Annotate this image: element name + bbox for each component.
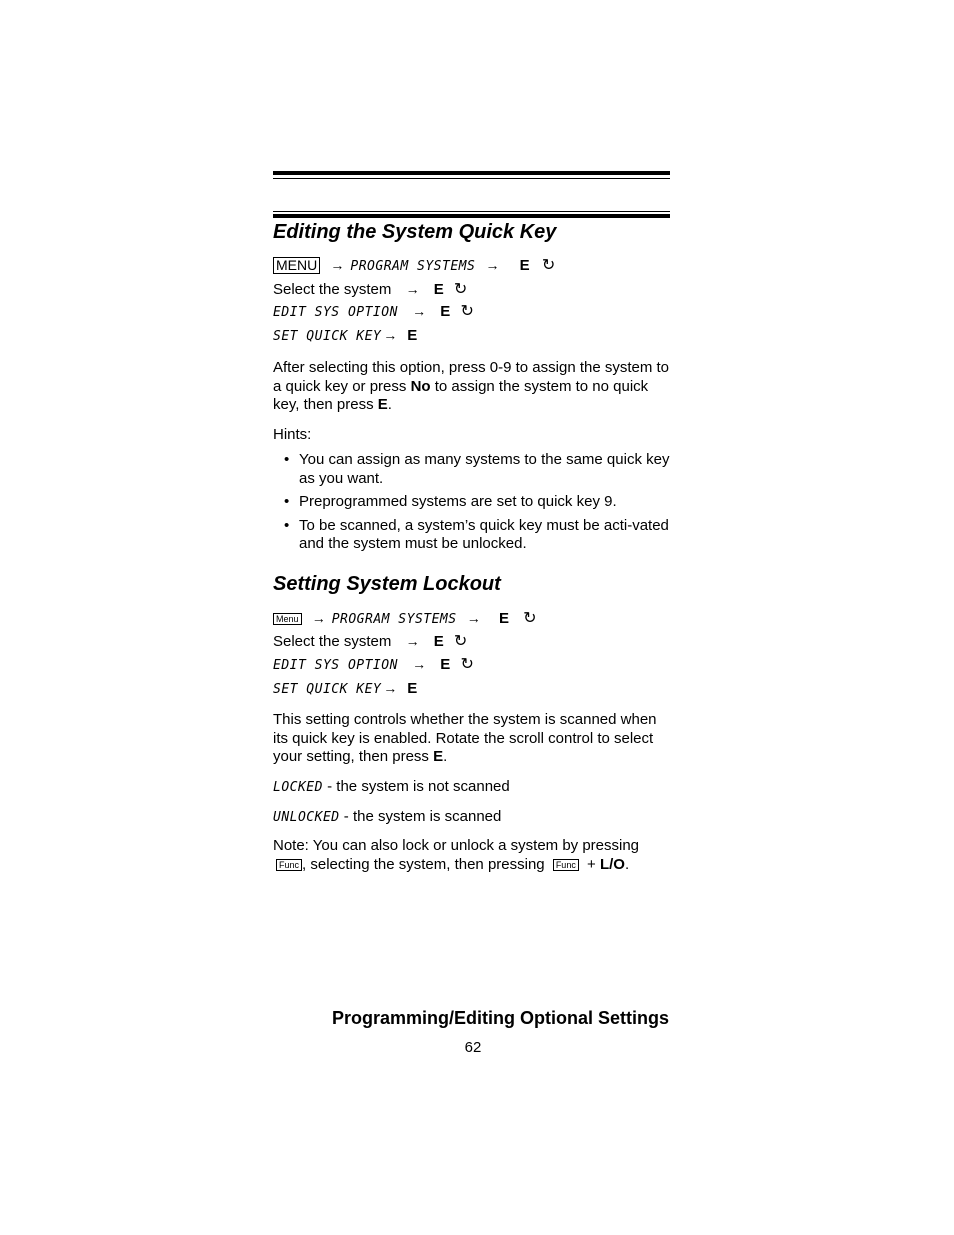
list-item [281, 493, 671, 512]
lcd-unlocked: UNLOCKED [273, 810, 340, 825]
menu-button: MENU [273, 257, 320, 274]
hint-text: To be scanned, a system’s quick key must be acti-vated and the system must be unlocked. [299, 516, 669, 552]
func-button: Func [553, 859, 579, 871]
lo-key: L/O [599, 856, 625, 873]
arrow-icon: → [405, 633, 420, 649]
e-key: E [440, 303, 451, 320]
arrow-icon: → [383, 680, 398, 696]
paragraph-bold-no: No [410, 377, 431, 395]
note-text: . [624, 856, 630, 873]
step-set-quick-key [273, 679, 417, 699]
hint-text: You can assign as many systems to the same quick key as you want. [299, 451, 670, 487]
lockout-paragraph [273, 711, 673, 767]
list-item [281, 517, 671, 554]
rotate-icon: ↻ [453, 281, 468, 298]
arrow-icon: → [330, 257, 345, 273]
e-key: E [407, 327, 418, 344]
hint-text: Preprogrammed systems are set to quick key 9. [299, 493, 617, 510]
step-menu-program-systems [273, 609, 537, 629]
select-system-text: Select the system [273, 281, 392, 298]
bullet-icon: • [284, 516, 290, 534]
arrow-icon: → [485, 257, 500, 273]
lcd-edit-sys-option: EDIT SYS OPTION [273, 658, 398, 673]
arrow-icon: → [412, 303, 427, 319]
top-rule-thin [273, 178, 670, 179]
e-key: E [433, 633, 444, 650]
step-set-quick-key [273, 326, 417, 346]
lcd-program-systems: PROGRAM SYSTEMS [350, 259, 476, 274]
paragraph-text: This setting controls whether the system is scanned when its quick key is enabled. Rotate the scroll control to select your setting, then press [273, 711, 657, 765]
section-title-quick-key: Editing the System Quick Key [273, 221, 557, 243]
list-item [281, 451, 671, 488]
unlocked-description: - the system is scanned [339, 808, 502, 825]
e-key: E [407, 680, 418, 697]
e-key: E [498, 610, 509, 627]
step-edit-sys-option [273, 655, 474, 675]
rotate-icon: ↻ [541, 257, 556, 274]
lcd-locked: LOCKED [273, 780, 323, 795]
locked-description: - the system is not scanned [322, 778, 510, 795]
step-select-system [273, 280, 467, 299]
step-menu-program-systems [273, 256, 555, 276]
e-key: E [440, 656, 451, 673]
lcd-set-quick-key: SET QUICK KEY [273, 682, 382, 697]
arrow-icon: → [405, 281, 420, 297]
section-rule-thin [273, 211, 670, 212]
e-key: E [519, 257, 530, 274]
unlocked-option [273, 808, 501, 827]
locked-option [273, 778, 510, 797]
rotate-icon: ↻ [453, 633, 468, 650]
arrow-icon: → [383, 327, 398, 343]
bullet-icon: • [284, 493, 290, 510]
paragraph-text: . [443, 748, 448, 765]
footer-title: Programming/Editing Optional Settings [331, 1008, 669, 1028]
rotate-icon: ↻ [460, 656, 474, 673]
select-system-text: Select the system [273, 633, 392, 650]
page-number: 62 [464, 1039, 482, 1056]
arrow-icon: → [466, 610, 481, 626]
note-line-1 [273, 837, 639, 855]
arrow-icon: → [311, 610, 326, 626]
menu-button: Menu [273, 613, 302, 625]
hints-list [281, 451, 671, 559]
paragraph-text: After selecting this option, press 0-9 to assign the system to a quick key or press [273, 359, 670, 395]
paragraph-bold-e: E [377, 396, 388, 413]
paragraph-bold-e: E [433, 748, 444, 765]
bullet-icon: • [284, 451, 290, 468]
plus-sign: + [587, 856, 596, 873]
paragraph-text: . [387, 396, 392, 413]
rotate-icon: ↻ [523, 610, 537, 627]
e-key: E [433, 281, 444, 298]
quick-key-paragraph [273, 359, 673, 415]
arrow-icon: → [412, 656, 427, 672]
note-text: , selecting the system, then pressing [302, 856, 545, 873]
lcd-program-systems: PROGRAM SYSTEMS [331, 612, 457, 627]
step-edit-sys-option [273, 302, 474, 322]
hints-label: Hints: [273, 426, 312, 443]
section-title-system-lockout: Setting System Lockout [273, 573, 501, 595]
lcd-edit-sys-option: EDIT SYS OPTION [273, 305, 398, 320]
note-line-2 [273, 856, 629, 874]
lcd-set-quick-key: SET QUICK KEY [273, 329, 382, 344]
note-text: Note: You can also lock or unlock a system by pressing [273, 837, 640, 854]
section-rule-thick [273, 214, 670, 218]
rotate-icon: ↻ [460, 303, 474, 320]
top-rule-thick [273, 171, 670, 175]
func-button: Func [276, 859, 302, 871]
paragraph-text: to assign the system to no quick key, then press [273, 377, 649, 413]
step-select-system [273, 632, 467, 651]
